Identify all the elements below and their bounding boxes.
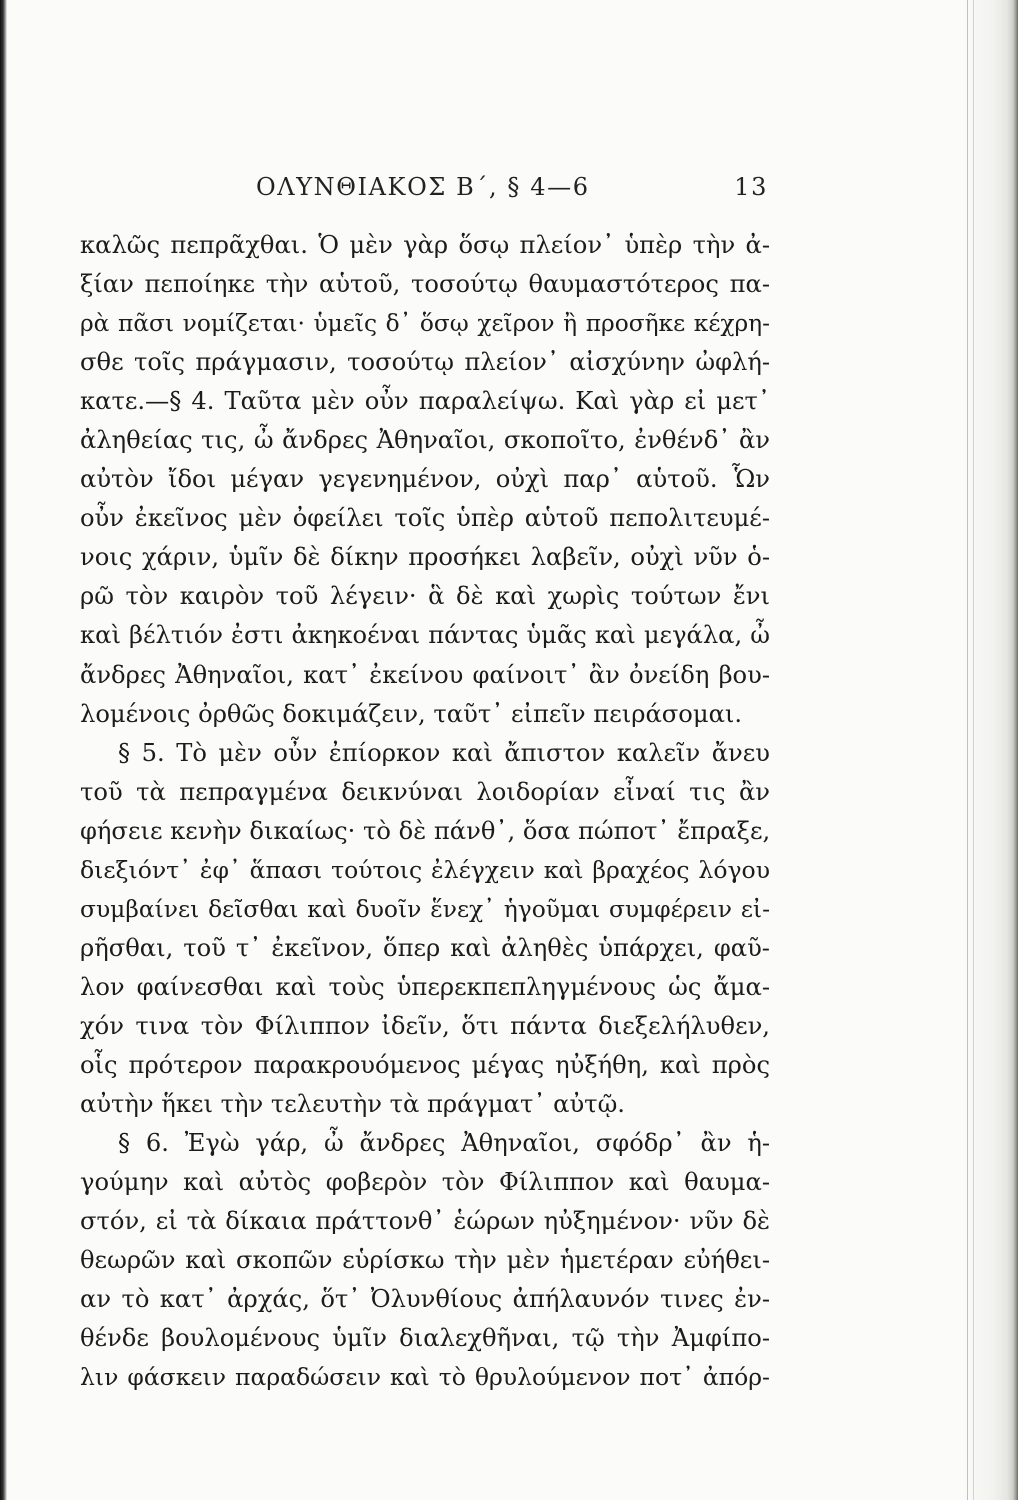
running-head: ΟΛΥΝΘΙΑΚΟΣ Β΄, § 4—6 <box>256 173 590 201</box>
text-line: λον φαίνεσθαι καὶ τοὺς ὑπερεκπεπληγμένους ὡς ἄμα- <box>80 972 770 1001</box>
text-line: αν τὸ κατ᾽ ἀρχάς, ὅτ᾽ Ὀλυνθίους ἀπήλαυνόν τινες ἐν- <box>80 1285 770 1314</box>
paragraph-end-line: λομένοις ὀρθῶς δοκιμάζειν, ταῦτ᾽ εἰπεῖν πειράσομαι. <box>80 699 743 728</box>
text-line: αὐτὸν ἴδοι μέγαν γεγενημένον, οὐχὶ παρ᾽ αὑτοῦ. Ὧν <box>80 465 770 494</box>
page-header <box>256 173 768 207</box>
text-line: νοις χάριν, ὑμῖν δὲ δίκην προσήκει λαβεῖν, οὐχὶ νῦν ὁ- <box>80 543 770 572</box>
body-text <box>80 226 770 1397</box>
text-line: φήσειε κενὴν δικαίως· τὸ δὲ πάνθ᾽, ὅσα πώποτ᾽ ἔπραξε, <box>80 816 771 845</box>
text-line: λιν φάσκειν παραδώσειν καὶ τὸ θρυλούμενον ποτ᾽ ἀπόρ- <box>80 1363 770 1392</box>
paragraph-end-line: αὐτὴν ἥκει τὴν τελευτὴν τὰ πράγματ᾽ αὐτῷ. <box>80 1090 625 1119</box>
section-5-start-line: § 5. Τὸ μὲν οὖν ἐπίορκον καὶ ἄπιστον καλεῖν ἄνευ <box>118 738 770 767</box>
text-line: ρῆσθαι, τοῦ τ᾽ ἐκεῖνον, ὅπερ καὶ ἀληθὲς ὑπάρχει, φαῦ- <box>80 933 770 962</box>
text-line: ἀληθείας τις, ὦ ἄνδρες Ἀθηναῖοι, σκοποῖτο, ἐνθένδ᾽ ἂν <box>80 426 770 455</box>
page-edge-line <box>967 0 968 1500</box>
text-line: διεξιόντ᾽ ἐφ᾽ ἅπασι τούτοις ἐλέγχειν καὶ βραχέος λόγου <box>80 855 770 884</box>
section-6-start-line: § 6. Ἐγὼ γάρ, ὦ ἄνδρες Ἀθηναῖοι, σφόδρ᾽ ἂν ἡ- <box>118 1129 770 1158</box>
page-right-edge <box>963 0 1018 1500</box>
text-line: ρὰ πᾶσι νομίζεται· ὑμεῖς δ᾽ ὅσῳ χεῖρον ἢ προσῆκε κέχρη- <box>80 310 770 338</box>
text-line: θεωρῶν καὶ σκοπῶν εὑρίσκω τὴν μὲν ἡμετέραν εὐήθει- <box>80 1246 770 1275</box>
text-line: ἄνδρες Ἀθηναῖοι, κατ᾽ ἐκείνου φαίνοιτ᾽ ἂν ὀνείδη βου- <box>80 660 770 689</box>
text-line: κατε.—§ 4. Ταῦτα μὲν οὖν παραλείψω. Καὶ γὰρ εἰ μετ᾽ <box>80 387 770 416</box>
text-line: συμβαίνει δεῖσθαι καὶ δυοῖν ἕνεχ᾽ ἡγοῦμαι συμφέρειν εἰ- <box>80 894 770 923</box>
text-line: θένδε βουλομένους ὑμῖν διαλεχθῆναι, τῷ τὴν Ἀμφίπο- <box>80 1324 770 1353</box>
text-line: καλῶς πεπρᾶχθαι. Ὁ μὲν γὰρ ὅσῳ πλείον᾽ ὑπὲρ τὴν ἀ- <box>80 231 770 259</box>
text-line: καὶ βέλτιόν ἐστι ἀκηκοέναι πάντας ὑμᾶς καὶ μεγάλα, ὦ <box>80 621 770 650</box>
page-number: 13 <box>734 173 768 201</box>
text-line: χόν τινα τὸν Φίλιππον ἰδεῖν, ὅτι πάντα διεξελήλυθεν, <box>80 1011 770 1040</box>
page-left-edge <box>0 0 7 1500</box>
text-line: ξίαν πεποίηκε τὴν αὑτοῦ, τοσούτῳ θαυμαστότερος πα- <box>80 270 770 299</box>
text-line: σθε τοῖς πράγμασιν, τοσούτῳ πλείον᾽ αἰσχύνην ὠφλή- <box>80 348 770 377</box>
text-line: γούμην καὶ αὐτὸς φοβερὸν τὸν Φίλιππον καὶ θαυμα- <box>80 1168 770 1197</box>
text-line: οἷς πρότερον παρακρουόμενος μέγας ηὐξήθη, καὶ πρὸς <box>80 1050 770 1079</box>
text-line: ρῶ τὸν καιρὸν τοῦ λέγειν· ἃ δὲ καὶ χωρὶς τούτων ἔνι <box>80 582 770 611</box>
page-edge-line <box>973 0 974 1500</box>
text-line: οὖν ἐκεῖνος μὲν ὀφείλει τοῖς ὑπὲρ αὑτοῦ πεπολιτευμέ- <box>80 504 770 533</box>
text-line: τοῦ τὰ πεπραγμένα δεικνύναι λοιδορίαν εἶναί τις ἂν <box>80 777 770 806</box>
text-line: στόν, εἰ τὰ δίκαια πράττονθ᾽ ἑώρων ηὐξημένον· νῦν δὲ <box>80 1207 770 1236</box>
